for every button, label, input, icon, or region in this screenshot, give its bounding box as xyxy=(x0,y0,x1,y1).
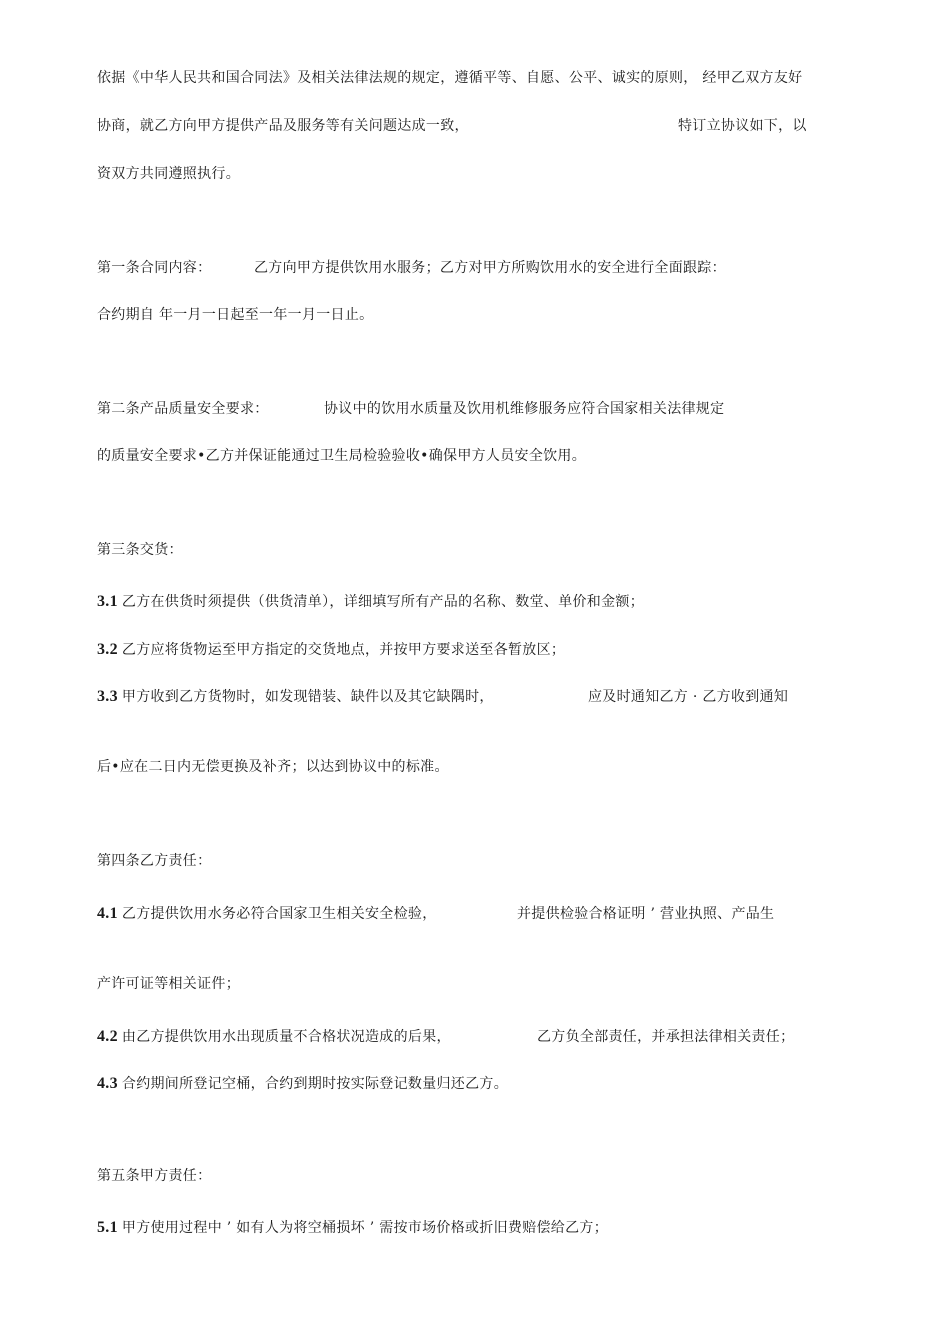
article-3-continuation: 后•应在二日内无偿更换及补齐；以达到协议中的标准。 xyxy=(97,759,449,775)
intro-line-2-left: 协商，就乙方向甲方提供产品及服务等有关问题达成一致， xyxy=(97,118,469,134)
clause-text: 甲方收到乙方货物时，如发现错装、缺件以及其它缺隅时， xyxy=(121,689,494,705)
article-4-heading: 第四条乙方责任： xyxy=(97,853,212,869)
clause-text: 乙方提供饮用水务必符合国家卫生相关安全检验， xyxy=(121,906,437,922)
article-2-text: 协议中的饮用水质量及饮用机维修服务应符合国家相关法律规定 xyxy=(324,401,725,417)
article-1-text: 乙方向甲方提供饮用水服务；乙方对甲方所购饮用水的安全进行全面跟踪： xyxy=(254,260,726,276)
clause-text-right: 乙方负全部责任，并承担法律相关责任； xyxy=(537,1029,795,1045)
intro-line-2 xyxy=(97,116,837,136)
article-2-text-continued: 的质量安全要求•乙方并保证能通过卫生局检验验收•确保甲方人员安全饮用。 xyxy=(97,448,587,464)
article-3-heading: 第三条交货： xyxy=(97,542,183,558)
clause-number: 5.1 xyxy=(97,1219,118,1236)
clause-number: 3.2 xyxy=(97,641,118,658)
clause-text: 由乙方提供饮用水出现质量不合格状况造成的后果， xyxy=(121,1029,451,1045)
article-3-item-3 xyxy=(97,687,837,707)
article-2-line xyxy=(97,399,837,419)
intro-line-2-right: 特订立协议如下，以 xyxy=(678,118,807,134)
article-2-heading: 第二条产品质量安全要求： xyxy=(97,401,269,417)
clause-number: 3.1 xyxy=(97,593,118,610)
clause-text-right: 应及时通知乙方 · 乙方收到通知 xyxy=(588,689,789,705)
intro-line-3: 资双方共同遵照执行。 xyxy=(97,166,240,182)
article-3-item-1 xyxy=(97,592,644,612)
clause-number: 3.3 xyxy=(97,688,118,705)
article-5-item-1 xyxy=(97,1218,608,1238)
article-1-period: 合约期自 年一月一日起至一年一月一日止。 xyxy=(97,307,374,323)
article-3-item-2 xyxy=(97,640,565,660)
article-1-line xyxy=(97,258,837,278)
article-4-item-3 xyxy=(97,1074,508,1094)
article-1-heading: 第一条合同内容： xyxy=(97,260,212,276)
clause-number: 4.1 xyxy=(97,905,118,922)
intro-line-1: 依据《中华人民共和国合同法》及相关法律法规的规定，遵循平等、自愿、公平、诚实的原则， 经甲乙双方友好 xyxy=(97,70,803,86)
article-4-item-1 xyxy=(97,904,837,924)
clause-number: 4.3 xyxy=(97,1075,118,1092)
article-4-item-2 xyxy=(97,1027,837,1047)
article-4-continuation: 产许可证等相关证件； xyxy=(97,976,240,992)
clause-text: 合约期间所登记空桶，合约到期时按实际登记数量归还乙方。 xyxy=(121,1076,509,1092)
article-5-heading: 第五条甲方责任： xyxy=(97,1168,212,1184)
clause-text: 乙方应将货物运至甲方指定的交货地点，并按甲方要求送至各暂放区； xyxy=(121,642,566,658)
clause-text: 甲方使用过程中 ’ 如有人为将空桶损坏 ’ 需按市场价格或折旧费赔偿给乙方； xyxy=(121,1220,609,1236)
clause-text: 乙方在供货时须提供（供货清单），详细填写所有产品的名称、数堂、单价和金额； xyxy=(121,594,645,610)
clause-number: 4.2 xyxy=(97,1028,118,1045)
clause-text-right: 并提供检验合格证明 ’ 营业执照、产品生 xyxy=(517,906,775,922)
